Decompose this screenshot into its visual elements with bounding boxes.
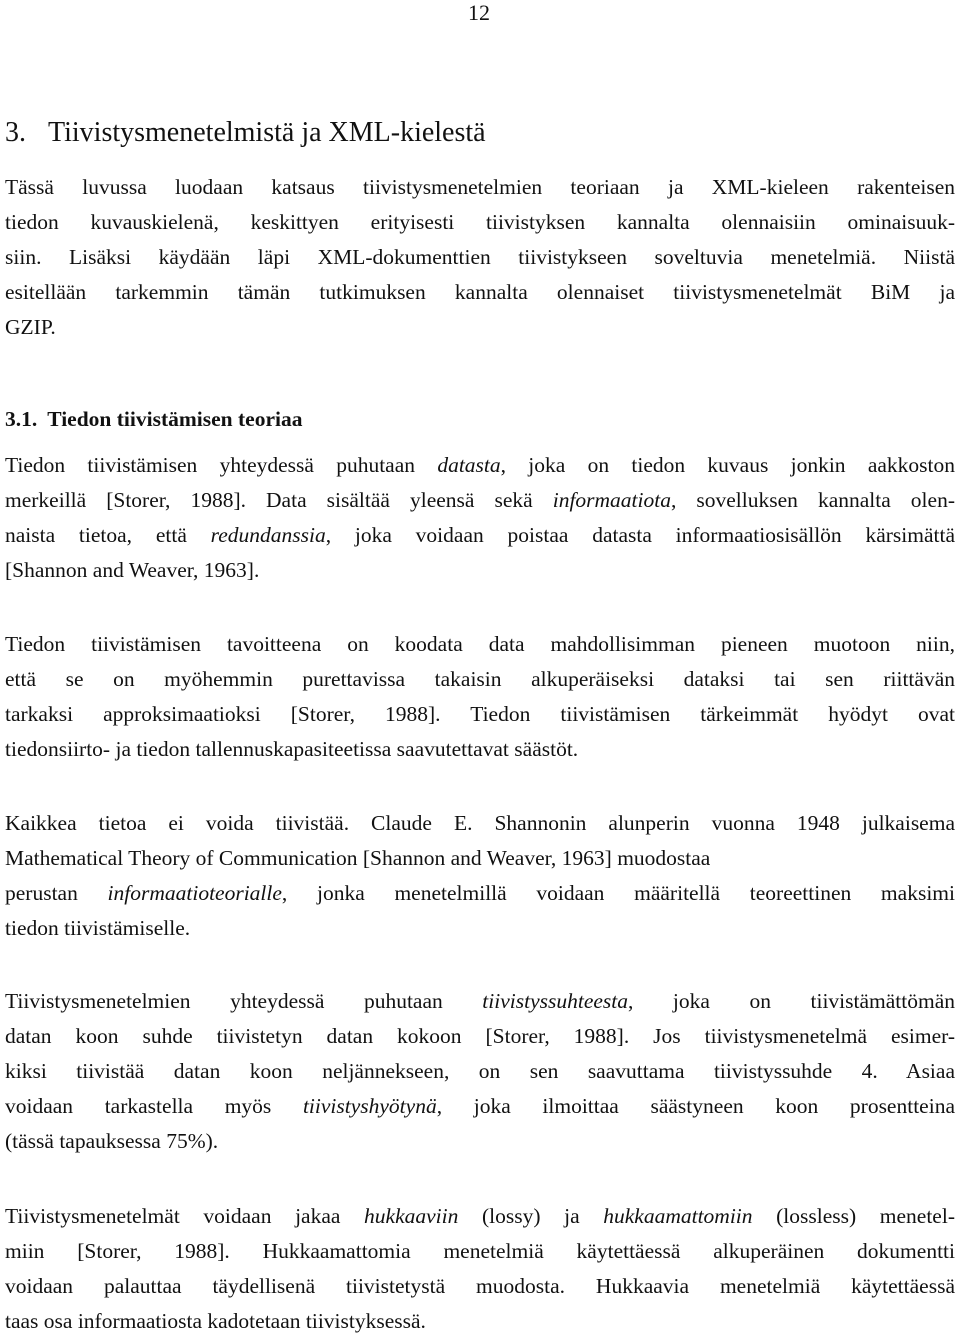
paragraph-line: tiedon tiivistämiselle.	[5, 916, 191, 940]
text-span: Tiivistysmenetelmien yhteydessä puhutaan	[5, 989, 483, 1013]
paragraph-line	[5, 448, 955, 483]
chapter-number: 3.	[5, 117, 26, 148]
paragraph-line: voidaan palauttaa täydellisenä tiivistetystä muodosta. Hukkaavia menetelmiä käytettäessä	[5, 1274, 955, 1298]
paragraph-line: Mathematical Theory of Communication [Shannon and Weaver, 1963] muodostaa	[5, 846, 711, 870]
paragraph-compression-ratio	[5, 984, 955, 1159]
term-redundanssia: redundanssia	[210, 523, 326, 547]
term-datasta: datasta	[437, 453, 501, 477]
term-informaatiota: informaatiota	[552, 488, 671, 512]
intro-line: GZIP.	[5, 315, 56, 339]
paragraph-data-definition	[5, 448, 955, 588]
intro-paragraph	[5, 170, 955, 345]
paragraph-line: Tiedon tiivistämisen tavoitteena on koodata data mahdollisimman pieneen muotoon niin,	[5, 632, 955, 656]
paragraph-line	[5, 1089, 955, 1124]
paragraph-line: kiksi tiivistää datan koon neljännekseen, on sen saavuttama tiivistyssuhde 4. Asiaa	[5, 1059, 955, 1083]
paragraph-line	[5, 984, 955, 1019]
term-informaatioteorialle: informaatioteorialle	[107, 881, 282, 905]
intro-line: esitellään tarkemmin tämän tutkimuksen kannalta olennaiset tiivistysmenetelmät BiM ja	[5, 280, 955, 304]
paragraph-line	[5, 1199, 955, 1234]
paragraph-line: [Shannon and Weaver, 1963].	[5, 558, 260, 582]
intro-line: tiedon kuvauskielenä, keskittyen erityisesti tiivistyksen kannalta olennaisiin ominaisuuk-	[5, 210, 955, 234]
text-span: naista tietoa, että	[5, 523, 211, 547]
text-span: (lossless) menetel-	[752, 1204, 955, 1228]
text-span: , joka voidaan poistaa datasta informaatiosisällön kärsimättä	[325, 523, 955, 547]
text-span: voidaan tarkastella myös	[5, 1094, 303, 1118]
paragraph-line: että se on myöhemmin purettavissa takaisin alkuperäiseksi dataksi tai sen riittävän	[5, 667, 955, 691]
intro-line: Tässä luvussa luodaan katsaus tiivistysmenetelmien teoriaan ja XML-kieleen rakenteisen	[5, 175, 955, 199]
paragraph-line: (tässä tapauksessa 75%).	[5, 1129, 219, 1153]
text-span: , sovelluksen kannalta olen-	[670, 488, 955, 512]
paragraph-line: taas osa informaatiosta kadotetaan tiivistyksessä.	[5, 1309, 426, 1333]
paragraph-line: Kaikkea tietoa ei voida tiivistää. Claude E. Shannonin alunperin vuonna 1948 julkaisema	[5, 811, 955, 835]
section-number: 3.1.	[5, 407, 38, 431]
term-hukkaamattomiin: hukkaamattomiin	[603, 1204, 753, 1228]
chapter-heading	[5, 115, 486, 151]
paragraph-line: miin [Storer, 1988]. Hukkaamattomia menetelmiä käytettäessä alkuperäinen dokumentti	[5, 1239, 955, 1263]
section-title: Tiedon tiivistämisen teoriaa	[47, 407, 303, 431]
paragraph-line: tiedonsiirto- ja tiedon tallennuskapasiteetissa saavutettavat säästöt.	[5, 737, 579, 761]
page-number: 12	[468, 0, 490, 25]
paragraph-line	[5, 483, 955, 518]
chapter-title: Tiivistysmenetelmistä ja XML-kielestä	[48, 117, 486, 148]
text-span: (lossy) ja	[458, 1204, 604, 1228]
paragraph-line	[5, 518, 955, 553]
paragraph-line: tarkaksi approksimaatioksi [Storer, 1988]. Tiedon tiivistämisen tärkeimmät hyödyt ovat	[5, 702, 955, 726]
text-span: , jonka menetelmillä voidaan määritellä teoreettinen maksimi	[281, 881, 955, 905]
term-hukkaaviin: hukkaaviin	[364, 1204, 459, 1228]
paragraph-goal	[5, 627, 955, 767]
intro-line: siin. Lisäksi käydään läpi XML-dokumenttien tiivistykseen soveltuvia menetelmiä. Niistä	[5, 245, 955, 269]
text-span: , joka ilmoittaa säästyneen koon prosentteina	[436, 1094, 955, 1118]
paragraph-line: datan koon suhde tiivistetyn datan kokoon [Storer, 1988]. Jos tiivistysmenetelmä esimer-	[5, 1024, 955, 1048]
section-heading	[5, 404, 302, 434]
text-span: Tiedon tiivistämisen yhteydessä puhutaan	[5, 453, 438, 477]
term-tiivistyshyotyna: tiivistyshyötynä	[302, 1094, 437, 1118]
paragraph-line	[5, 876, 955, 911]
text-span: merkeillä [Storer, 1988]. Data sisältää yleensä sekä	[5, 488, 553, 512]
term-tiivistyssuhteesta: tiivistyssuhteesta	[482, 989, 628, 1013]
text-span: Tiivistysmenetelmät voidaan jakaa	[5, 1204, 365, 1228]
paragraph-shannon	[5, 806, 955, 946]
text-span: , joka on tiedon kuvaus jonkin aakkoston	[500, 453, 956, 477]
text-span: , joka on tiivistämättömän	[628, 989, 955, 1013]
paragraph-lossy-lossless	[5, 1199, 955, 1339]
text-span: perustan	[5, 881, 108, 905]
